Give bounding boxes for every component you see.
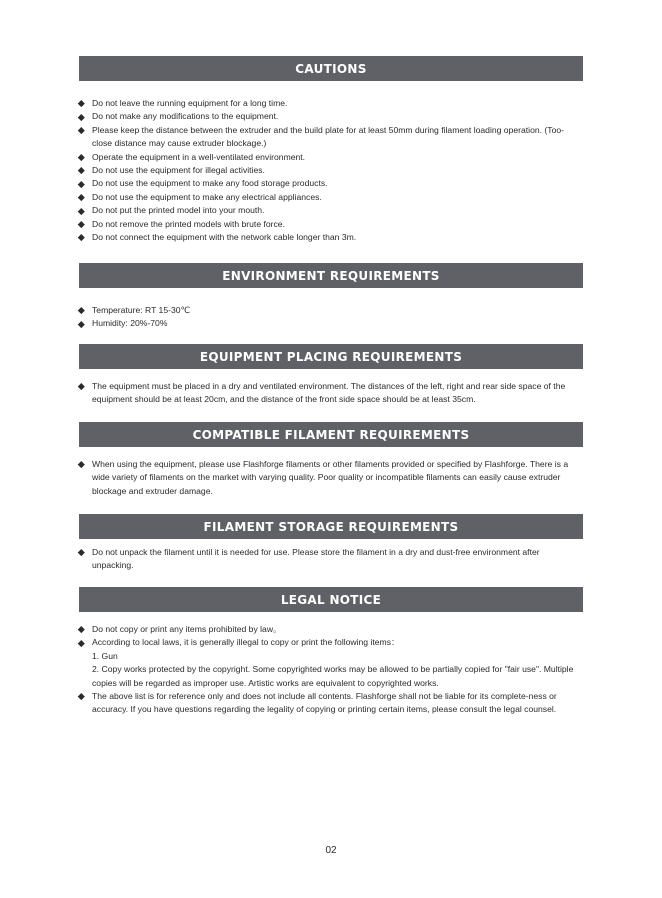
bullet-icon [78, 626, 84, 632]
section-title: LEGAL NOTICE [79, 587, 583, 612]
list-item: The above list is for reference only and does not include all contents. Flashforge shall not be liable for its complete-ness or accuracy. If you have questions regarding the legality of copying or printing certain items, please consult the legal counsel. [79, 690, 583, 717]
list-item: Do not leave the running equipment for a long time. [79, 97, 583, 110]
list-item: Temperature: RT 15-30℃ [79, 304, 583, 317]
section-equipment-placing [79, 344, 583, 407]
list-item: Do not put the printed model into your mouth. [79, 204, 583, 217]
bullet-icon [78, 461, 84, 467]
section-filament-storage [79, 514, 583, 573]
section-environment [79, 263, 583, 331]
list-item: Do not unpack the filament until it is needed for use. Please store the filament in a dry and dust-free environment after unpacking. [79, 546, 583, 573]
list-item: The equipment must be placed in a dry and ventilated environment. The distances of the left, right and rear side space of the equipment should be at least 20cm, and the distance of the front side space should be at least 35cm. [79, 380, 583, 407]
bullet-icon [78, 383, 84, 389]
list-item: Operate the equipment in a well-ventilated environment. [79, 151, 583, 164]
list-item: Please keep the distance between the extruder and the build plate for at least 50mm during filament loading operation. (Too-close distance may cause extruder blockage.) [79, 124, 583, 151]
sub-item: 2. Copy works protected by the copyright. Some copyrighted works may be allowed to be partially copied for "fair use". Multiple copies will be regarded as improper use. Artistic works are equivalent to copyrighted works. [92, 664, 574, 688]
environment-list [79, 304, 583, 331]
list-item: Do not remove the printed models with brute force. [79, 218, 583, 231]
list-item: Do not connect the equipment with the network cable longer than 3m. [79, 231, 583, 244]
storage-list [79, 546, 583, 573]
list-item: Do not use the equipment for illegal activities. [79, 164, 583, 177]
bullet-icon [78, 693, 84, 699]
list-item: Do not copy or print any items prohibited by law。 [79, 623, 583, 636]
section-cautions [79, 56, 583, 244]
section-compatible-filament [79, 422, 583, 498]
placing-list [79, 380, 583, 407]
bullet-icon [78, 181, 84, 187]
section-title: COMPATIBLE FILAMENT REQUIREMENTS [79, 422, 583, 447]
bullet-icon [78, 640, 84, 646]
bullet-icon [78, 154, 84, 160]
bullet-icon [78, 100, 84, 106]
bullet-icon [78, 208, 84, 214]
filament-list [79, 458, 583, 498]
sub-item: 1. Gun [92, 650, 118, 661]
bullet-icon [78, 321, 84, 327]
bullet-icon [78, 167, 84, 173]
section-title: CAUTIONS [79, 56, 583, 81]
list-item: Do not make any modifications to the equipment. [79, 110, 583, 123]
section-legal-notice [79, 587, 583, 717]
bullet-icon [78, 127, 84, 133]
caution-list [79, 97, 583, 244]
bullet-icon [78, 235, 84, 241]
list-item: Do not use the equipment to make any food storage products. [79, 177, 583, 190]
list-item: Do not use the equipment to make any electrical appliances. [79, 191, 583, 204]
legal-list [79, 623, 583, 717]
section-title: FILAMENT STORAGE REQUIREMENTS [79, 514, 583, 539]
section-title: ENVIRONMENT REQUIREMENTS [79, 263, 583, 288]
list-item: According to local laws, it is generally illegal to copy or print the following items： 1. Gun 2. Copy works protected by the copyright. Some copyrighted works may be allowed to be partially copied for "fair use". Multiple copies will be regarded as improper use. Artistic works are equivalent to copyrighted works. [79, 636, 583, 690]
bullet-icon [78, 221, 84, 227]
bullet-icon [78, 549, 84, 555]
page-number: 02 [325, 845, 337, 856]
list-item: When using the equipment, please use Flashforge filaments or other filaments provided or specified by Flashforge. There is a wide variety of filaments on the market with varying quality. Poor quality or incompatible filaments can easily cause extruder blockage and extruder damage. [79, 458, 583, 498]
section-title: EQUIPMENT PLACING REQUIREMENTS [79, 344, 583, 369]
bullet-icon [78, 307, 84, 313]
bullet-icon [78, 194, 84, 200]
bullet-icon [78, 114, 84, 120]
list-item: Humidity: 20%-70% [79, 317, 583, 330]
